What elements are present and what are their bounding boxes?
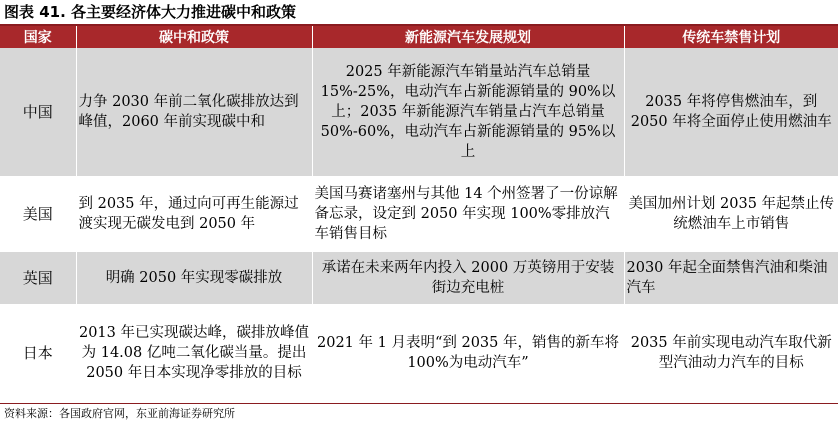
table-row bbox=[0, 252, 838, 304]
cell-ice-ban: 2035 年将停售燃油车，到 2050 年将全面停止使用燃油车 bbox=[624, 48, 838, 176]
cell-ice-ban: 美国加州计划 2035 年起禁止传统燃油车上市销售 bbox=[624, 176, 838, 252]
cell-country: 日本 bbox=[0, 304, 76, 402]
header-nev-plan: 新能源汽车发展规划 bbox=[312, 26, 624, 48]
table-row bbox=[0, 304, 838, 402]
header-country: 国家 bbox=[0, 26, 76, 48]
cell-country: 美国 bbox=[0, 176, 76, 252]
bottom-rule bbox=[0, 403, 838, 404]
table-header-row bbox=[0, 26, 838, 48]
cell-country: 英国 bbox=[0, 252, 76, 304]
cell-carbon-policy: 力争 2030 年前二氧化碳排放达到峰值，2060 年前实现碳中和 bbox=[76, 48, 312, 176]
cell-nev-plan: 美国马赛诸塞州与其他 14 个州签署了一份谅解备忘录，设定到 2050 年实现 100%零排放汽车销售目标 bbox=[312, 176, 624, 252]
cell-nev-plan: 承诺在未来两年内投入 2000 万英镑用于安装街边充电桩 bbox=[312, 252, 624, 304]
policy-table bbox=[0, 26, 838, 402]
table-row bbox=[0, 176, 838, 252]
table-row bbox=[0, 48, 838, 176]
cell-carbon-policy: 到 2035 年，通过向可再生能源过渡实现无碳发电到 2050 年 bbox=[76, 176, 312, 252]
header-ice-ban: 传统车禁售计划 bbox=[624, 26, 838, 48]
cell-nev-plan: 2021 年 1 月表明“到 2035 年，销售的新车将 100%为电动汽车” bbox=[312, 304, 624, 402]
cell-country: 中国 bbox=[0, 48, 76, 176]
source-note: 资料来源：各国政府官网，东亚前海证券研究所 bbox=[4, 407, 235, 420]
header-carbon-policy: 碳中和政策 bbox=[76, 26, 312, 48]
cell-nev-plan: 2025 年新能源汽车销量站汽车总销量 15%-25%，电动汽车占新能源销量的 90%以上；2035 年新能源汽车销量占汽车总销量 50%-60%，电动汽车占新能源销量的 95%以上 bbox=[312, 48, 624, 176]
figure-title: 图表 41. 各主要经济体大力推进碳中和政策 bbox=[4, 3, 297, 21]
cell-ice-ban: 2030 年起全面禁售汽油和柴油汽车 bbox=[624, 252, 838, 304]
cell-carbon-policy: 明确 2050 年实现零碳排放 bbox=[76, 252, 312, 304]
cell-carbon-policy: 2013 年已实现碳达峰，碳排放峰值为 14.08 亿吨二氧化碳当量。提出 2050 年日本实现净零排放的目标 bbox=[76, 304, 312, 402]
cell-ice-ban: 2035 年前实现电动汽车取代新型汽油动力汽车的目标 bbox=[624, 304, 838, 402]
